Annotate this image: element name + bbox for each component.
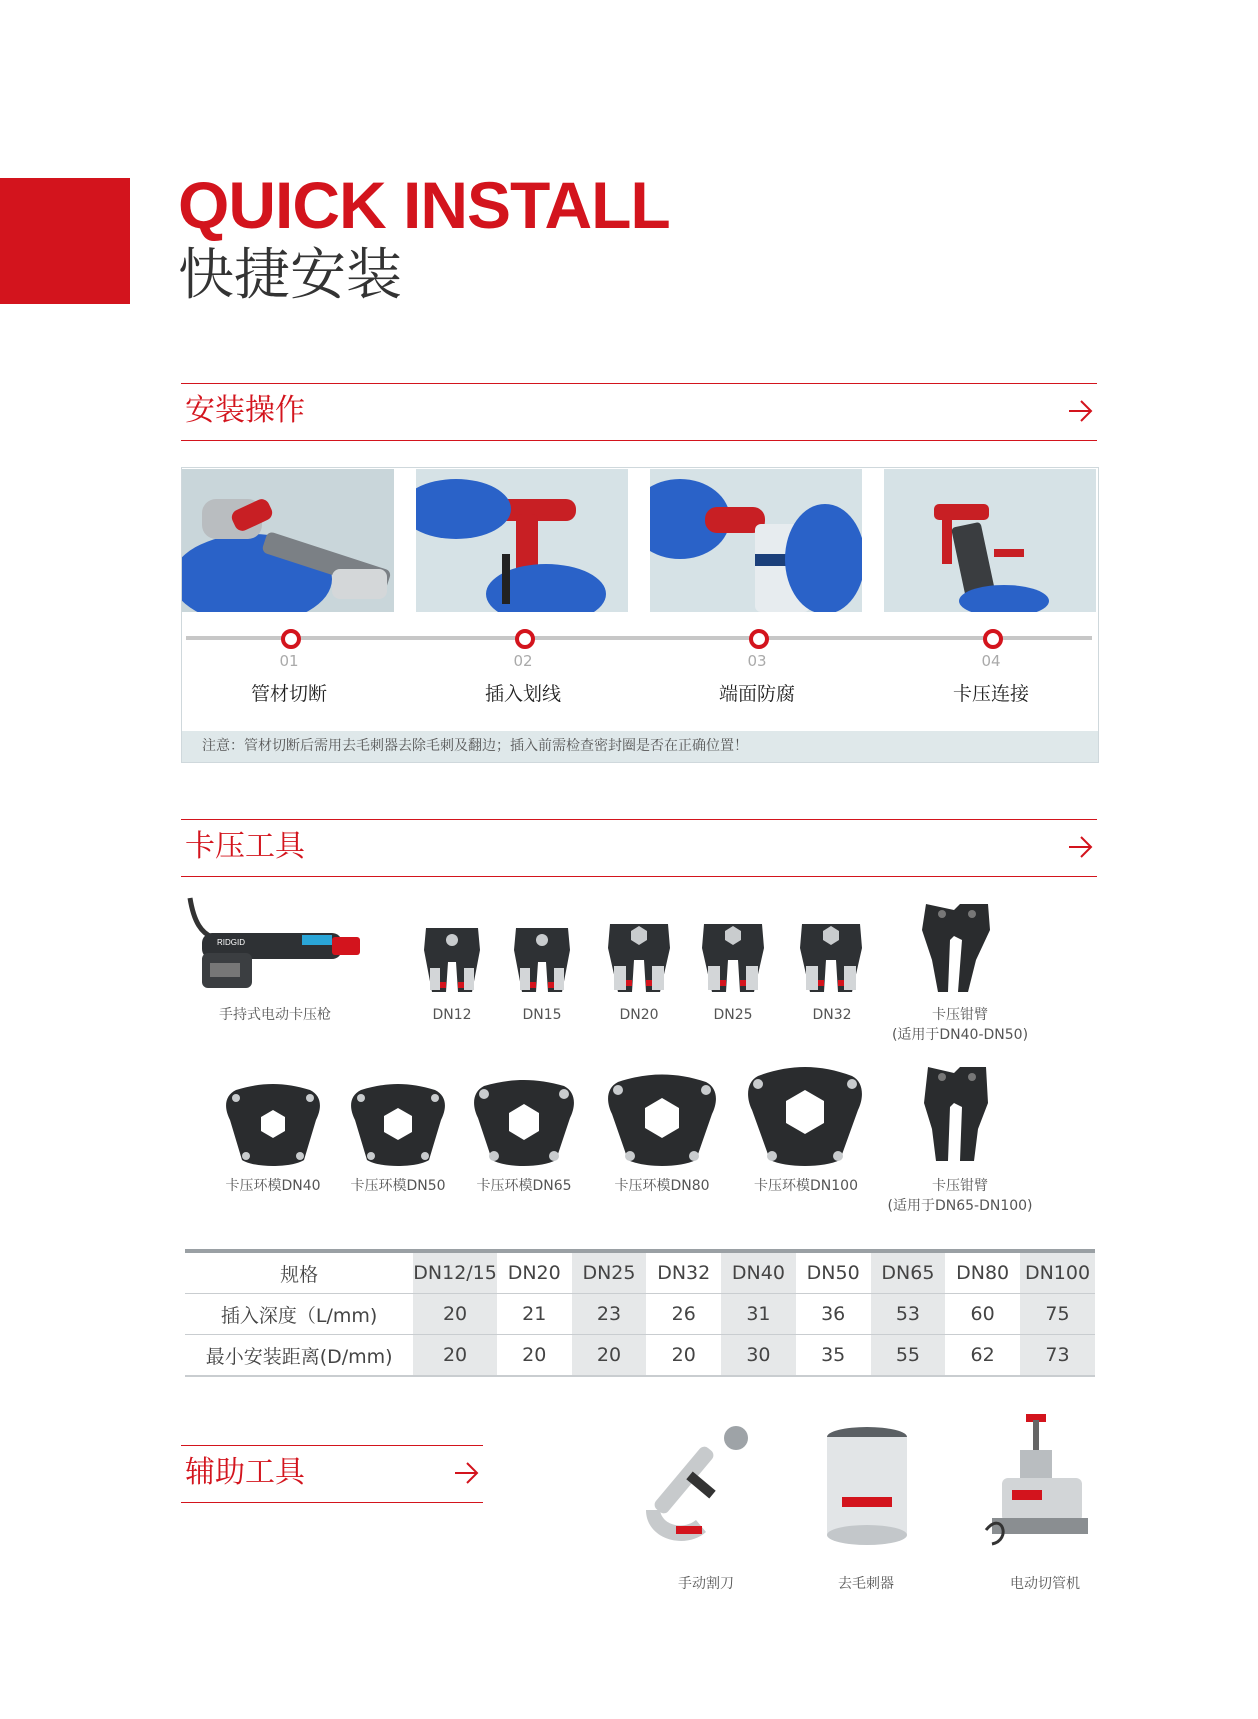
tool-label: 卡压环模DN100 [754,1178,858,1194]
table-cell: 规格 [185,1251,413,1294]
table-cell: 21 [497,1294,572,1335]
aux-tool-label: 去毛刺器 [838,1576,894,1592]
table-cell: 62 [945,1335,1020,1377]
arrow-right-icon[interactable] [1067,832,1095,862]
table-cell: DN80 [945,1251,1020,1294]
table-cell: 30 [721,1335,796,1377]
tool-label: DN15 [522,1007,562,1023]
ring-die-dn100-image [744,1062,866,1170]
deburring-tool-image [822,1425,912,1545]
jaw-arm-dn40-50-image [918,900,994,994]
step-node-2 [515,629,535,649]
table-cell: DN12/15 [413,1251,497,1294]
tool-label: 卡压环模DN40 [225,1178,321,1194]
table-cell: DN65 [871,1251,946,1294]
jaw-dn25-image [698,916,768,994]
table-cell: 73 [1020,1335,1095,1377]
tool-label-sub: (适用于DN65-DN100) [887,1198,1033,1214]
section-header-aux[interactable] [181,1445,483,1503]
step-number: 02 [513,652,533,670]
install-note: 注意：管材切断后需用去毛刺器去除毛刺及翻边；插入前需检查密封圈是否在正确位置！ [182,731,1098,762]
table-cell: 23 [572,1294,647,1335]
table-cell: 75 [1020,1294,1095,1335]
ring-die-dn65-image [470,1076,578,1170]
table-cell: 20 [497,1335,572,1377]
tool-label: DN32 [812,1007,852,1023]
table-cell: 31 [721,1294,796,1335]
electric-pipe-cutter-image [982,1410,1092,1550]
table-cell: 20 [646,1335,721,1377]
jaw-arm-dn65-100-image [918,1063,994,1163]
ring-die-dn50-image [347,1080,449,1170]
tool-label [875,1176,1045,1216]
table-row [185,1294,1095,1335]
table-row [185,1335,1095,1377]
section-header-install[interactable] [181,383,1097,441]
section-title: 辅助工具 [185,1455,305,1490]
step-name: 端面防腐 [718,683,795,705]
section-title: 安装操作 [185,393,305,428]
step-number: 01 [279,652,299,670]
table-row [185,1251,1095,1294]
step-photo-cutting [182,469,394,612]
step-node-3 [749,629,769,649]
arrow-right-icon[interactable] [453,1458,481,1488]
tool-label: DN12 [432,1007,472,1023]
tool-label: 卡压环模DN80 [614,1178,710,1194]
aux-tool-label: 电动切管机 [1010,1576,1080,1592]
jaw-dn15-image [508,922,576,994]
tool-label: 手持式电动卡压枪 [219,1007,331,1023]
table-cell: 20 [572,1335,647,1377]
jaw-dn12-image [418,922,486,994]
table-cell: DN50 [796,1251,871,1294]
table-cell: 35 [796,1335,871,1377]
step-number: 03 [747,652,767,670]
spec-table [185,1249,1095,1377]
step-name: 卡压连接 [952,683,1029,705]
table-cell: 53 [871,1294,946,1335]
step-photo-pressing [884,469,1096,612]
red-accent-block [0,178,130,304]
aux-tool-label: 手动割刀 [678,1576,734,1592]
arrow-right-icon[interactable] [1067,396,1095,426]
section-title: 卡压工具 [185,829,305,864]
step-node-4 [983,629,1003,649]
svg-text:RIDGID: RIDGID [217,938,245,947]
steps-timeline [186,636,1092,640]
step-name: 管材切断 [250,683,327,705]
press-gun-image [182,893,367,993]
step-node-1 [281,629,301,649]
tool-label: 卡压环模DN65 [476,1178,572,1194]
jaw-dn20-image [604,916,674,994]
step-photo-anticorrosion [650,469,862,612]
table-cell: DN32 [646,1251,721,1294]
table-cell: 55 [871,1335,946,1377]
install-steps-panel [181,467,1099,763]
tool-label [880,1005,1040,1045]
table-cell: DN25 [572,1251,647,1294]
step-number: 04 [981,652,1001,670]
table-cell: DN40 [721,1251,796,1294]
tool-label: 卡压环模DN50 [350,1178,446,1194]
table-cell: DN100 [1020,1251,1095,1294]
step-name: 插入划线 [484,683,561,705]
table-cell: 26 [646,1294,721,1335]
ring-die-dn80-image [604,1070,720,1170]
tool-label-main: 卡压钳臂 [932,1007,988,1023]
ring-die-dn40-image [222,1080,324,1170]
table-cell: 最小安装距离(D/mm) [185,1335,413,1377]
pipe-cutter-image [636,1420,756,1550]
table-cell: 插入深度（L/mm) [185,1294,413,1335]
table-cell: 36 [796,1294,871,1335]
tool-label-main: 卡压钳臂 [932,1178,988,1194]
step-photo-marking [416,469,628,612]
table-cell: 60 [945,1294,1020,1335]
table-cell: DN20 [497,1251,572,1294]
jaw-dn32-image [796,916,866,994]
tool-label: DN20 [619,1007,659,1023]
tool-label-sub: (适用于DN40-DN50) [891,1027,1029,1043]
table-cell: 20 [413,1335,497,1377]
table-cell: 20 [413,1294,497,1335]
tool-label: DN25 [713,1007,753,1023]
page-title-cn: 快捷安装 [178,243,402,308]
section-header-tools[interactable] [181,819,1097,877]
page-title-en: QUICK INSTALL [178,168,670,242]
